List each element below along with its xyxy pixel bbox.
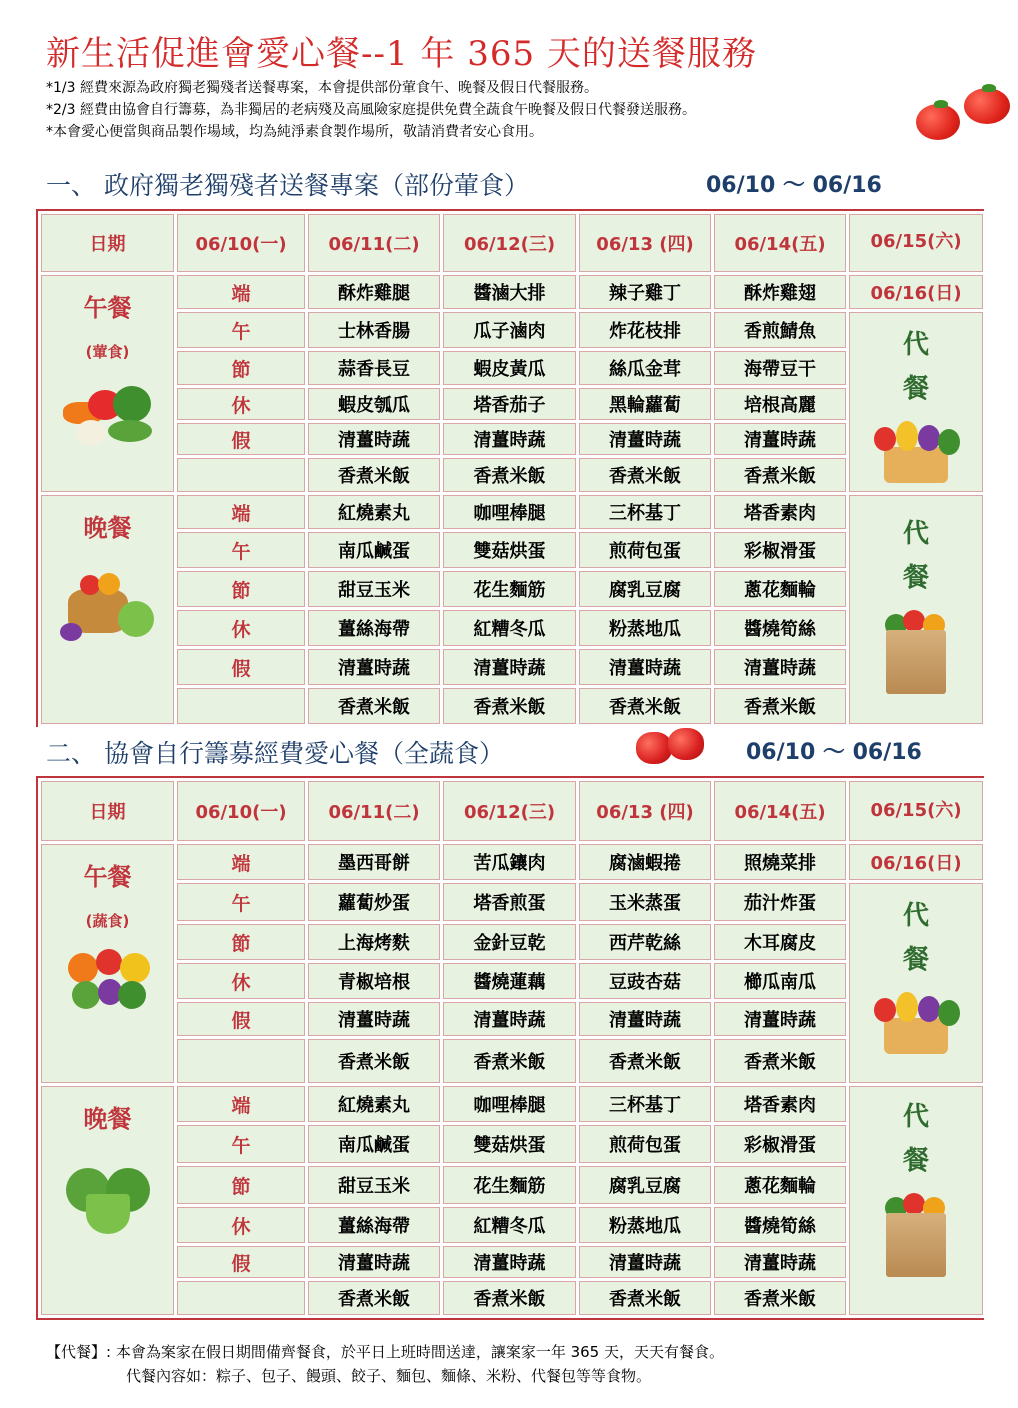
page-title: 新生活促進會愛心餐--1 年 365 天的送餐服務 — [46, 34, 757, 74]
menu-cell: 香煮米飯 — [714, 458, 846, 492]
menu-cell: 櫛瓜南瓜 — [714, 963, 846, 999]
tomato-icon — [964, 88, 1010, 124]
holiday-char — [177, 1039, 305, 1083]
menu-cell: 香煮米飯 — [714, 1281, 846, 1315]
menu-cell: 辣子雞丁 — [579, 275, 711, 309]
holiday-char: 端 — [177, 495, 305, 529]
menu-cell: 香煮米飯 — [579, 688, 711, 724]
holiday-char — [177, 1281, 305, 1315]
menu-cell: 酥炸雞腿 — [308, 275, 440, 309]
menu-cell: 金針豆乾 — [443, 924, 576, 960]
menu-cell: 煎荷包蛋 — [579, 532, 711, 568]
section2-dates: 06/10 ～ 06/16 — [746, 740, 922, 765]
header-saturday: 06/15(六) — [849, 214, 983, 272]
menu-cell: 醬滷大排 — [443, 275, 576, 309]
menu-cell: 彩椒滑蛋 — [714, 532, 846, 568]
holiday-char: 端 — [177, 1086, 305, 1122]
menu-cell: 腐滷蝦捲 — [579, 844, 711, 880]
menu-cell: 海帶豆干 — [714, 351, 846, 385]
menu-cell: 塔香茄子 — [443, 388, 576, 420]
holiday-char: 休 — [177, 610, 305, 646]
holiday-char: 休 — [177, 1207, 305, 1243]
lunch-sub: (蔬食) — [85, 912, 130, 930]
menu-cell: 三杯基丁 — [579, 1086, 711, 1122]
menu-cell: 甜豆玉米 — [308, 571, 440, 607]
header-col: 06/14(五) — [714, 781, 846, 841]
menu-cell: 彩椒滑蛋 — [714, 1125, 846, 1163]
footer-line-1: 【代餐】: 本會為案家在假日期間備齊餐食，於平日上班時間送達，讓案家一年 365 天，天天有餐食。 — [46, 1343, 724, 1361]
footer-line-2: 代餐內容如：粽子、包子、饅頭、餃子、麵包、麵條、米粉、代餐包等等食物。 — [126, 1367, 652, 1385]
menu-cell: 香煮米飯 — [308, 688, 440, 724]
footer-note — [46, 1340, 724, 1388]
vegetable-basket-icon — [58, 567, 158, 647]
vegetables-icon — [58, 372, 158, 452]
daican-cell — [849, 312, 983, 492]
menu-cell: 清薑時蔬 — [714, 1246, 846, 1278]
menu-cell: 苦瓜鑲肉 — [443, 844, 576, 880]
menu-cell: 墨西哥餅 — [308, 844, 440, 880]
holiday-char: 假 — [177, 1002, 305, 1036]
daican-cell — [849, 495, 983, 724]
menu-cell: 腐乳豆腐 — [579, 1166, 711, 1204]
menu-cell: 木耳腐皮 — [714, 924, 846, 960]
daican-char: 餐 — [902, 563, 929, 593]
holiday-char: 午 — [177, 883, 305, 921]
header-date: 日期 — [41, 781, 174, 841]
header-col: 06/11(二) — [308, 781, 440, 841]
section2-table — [36, 776, 984, 1320]
daican-char: 餐 — [902, 374, 929, 404]
menu-cell: 清薑時蔬 — [308, 1002, 440, 1036]
menu-cell: 雙菇烘蛋 — [443, 1125, 576, 1163]
menu-cell: 培根高麗 — [714, 388, 846, 420]
menu-cell: 雙菇烘蛋 — [443, 532, 576, 568]
menu-cell: 清薑時蔬 — [714, 423, 846, 455]
menu-cell: 南瓜鹹蛋 — [308, 532, 440, 568]
menu-cell: 蒜香長豆 — [308, 351, 440, 385]
holiday-char: 假 — [177, 1246, 305, 1278]
lunch-sub: (葷食) — [85, 343, 130, 361]
menu-cell: 紅燒素丸 — [308, 495, 440, 529]
menu-cell: 上海烤麩 — [308, 924, 440, 960]
holiday-char: 端 — [177, 275, 305, 309]
menu-cell: 士林香腸 — [308, 312, 440, 348]
dinner-label: 晚餐 — [83, 514, 132, 542]
dinner-label-cell — [41, 495, 174, 724]
menu-cell: 塔香素肉 — [714, 1086, 846, 1122]
menu-cell: 咖哩棒腿 — [443, 495, 576, 529]
menu-cell: 香煮米飯 — [308, 1039, 440, 1083]
menu-cell: 清薑時蔬 — [443, 649, 576, 685]
menu-cell: 香煮米飯 — [443, 688, 576, 724]
menu-cell: 粉蒸地瓜 — [579, 610, 711, 646]
menu-cell: 茄汁炸蛋 — [714, 883, 846, 921]
menu-cell: 西芹乾絲 — [579, 924, 711, 960]
menu-cell: 蝦皮瓠瓜 — [308, 388, 440, 420]
section2-title: 二、 協會自行籌募經費愛心餐（全蔬食） — [46, 739, 504, 768]
holiday-char: 休 — [177, 388, 305, 420]
menu-cell: 香煮米飯 — [714, 688, 846, 724]
menu-cell: 紅糟冬瓜 — [443, 1207, 576, 1243]
menu-cell: 青椒培根 — [308, 963, 440, 999]
menu-cell: 香煮米飯 — [308, 458, 440, 492]
holiday-char: 節 — [177, 1166, 305, 1204]
menu-cell: 蔥花麵輪 — [714, 571, 846, 607]
menu-cell: 清薑時蔬 — [308, 423, 440, 455]
holiday-char: 假 — [177, 649, 305, 685]
menu-cell: 豆豉杏菇 — [579, 963, 711, 999]
dinner-label: 晚餐 — [83, 1105, 132, 1133]
menu-cell: 瓜子滷肉 — [443, 312, 576, 348]
menu-cell: 清薑時蔬 — [443, 1002, 576, 1036]
holiday-char — [177, 458, 305, 492]
menu-cell: 醬燒筍絲 — [714, 1207, 846, 1243]
menu-cell: 清薑時蔬 — [308, 649, 440, 685]
section1-title: 一、 政府獨老獨殘者送餐專案（部份葷食） — [46, 171, 529, 200]
holiday-char: 端 — [177, 844, 305, 880]
note-2: *2/3 經費由協會自行籌募，為非獨居的老病殘及高風險家庭提供免費全蔬食午晚餐及假日代餐發送服務。 — [46, 102, 696, 118]
dinner-label-cell — [41, 1086, 174, 1315]
menu-cell: 蘿蔔炒蛋 — [308, 883, 440, 921]
header-date: 日期 — [41, 214, 174, 272]
notes — [46, 77, 696, 143]
menu-cell: 照燒菜排 — [714, 844, 846, 880]
header-col: 06/13 (四) — [579, 214, 711, 272]
menu-cell: 清薑時蔬 — [579, 1002, 711, 1036]
menu-cell: 清薑時蔬 — [308, 1246, 440, 1278]
header-saturday: 06/15(六) — [849, 781, 983, 841]
lunch-label-cell — [41, 275, 174, 492]
vegetable-heart-icon — [58, 945, 158, 1025]
holiday-char: 午 — [177, 1125, 305, 1163]
menu-cell: 香煮米飯 — [579, 1039, 711, 1083]
menu-cell: 絲瓜金茸 — [579, 351, 711, 385]
menu-cell: 蝦皮黃瓜 — [443, 351, 576, 385]
menu-cell: 清薑時蔬 — [443, 1246, 576, 1278]
header-sunday: 06/16(日) — [849, 844, 983, 880]
holiday-char — [177, 688, 305, 724]
holiday-char: 假 — [177, 423, 305, 455]
note-3: *本會愛心便當與商品製作場域，均為純淨素食製作場所，敬請消費者安心食用。 — [46, 124, 543, 140]
note-1: *1/3 經費來源為政府獨老獨殘者送餐專案，本會提供部份葷食午、晚餐及假日代餐服務。 — [46, 80, 598, 96]
menu-cell: 香煮米飯 — [443, 1039, 576, 1083]
menu-cell: 薑絲海帶 — [308, 1207, 440, 1243]
menu-cell: 香煮米飯 — [714, 1039, 846, 1083]
menu-cell: 腐乳豆腐 — [579, 571, 711, 607]
menu-cell: 香煮米飯 — [579, 458, 711, 492]
header-sunday: 06/16(日) — [849, 275, 983, 309]
grocery-bag-icon — [881, 1193, 951, 1277]
menu-cell: 炸花枝排 — [579, 312, 711, 348]
menu-cell: 煎荷包蛋 — [579, 1125, 711, 1163]
header-col: 06/12(三) — [443, 214, 576, 272]
menu-cell: 花生麵筋 — [443, 1166, 576, 1204]
menu-cell: 清薑時蔬 — [579, 423, 711, 455]
lunch-label: 午餐 — [83, 863, 132, 891]
daican-cell — [849, 1086, 983, 1315]
grocery-bag-icon — [881, 610, 951, 694]
menu-cell: 酥炸雞翅 — [714, 275, 846, 309]
menu-cell: 粉蒸地瓜 — [579, 1207, 711, 1243]
vegetable-heart-icon — [58, 1160, 158, 1240]
menu-cell: 清薑時蔬 — [579, 649, 711, 685]
header-col: 06/11(二) — [308, 214, 440, 272]
menu-cell: 香煮米飯 — [579, 1281, 711, 1315]
menu-cell: 三杯基丁 — [579, 495, 711, 529]
menu-cell: 黑輪蘿蔔 — [579, 388, 711, 420]
tomato-icon — [916, 104, 960, 140]
lunch-label-cell — [41, 844, 174, 1083]
holiday-char: 節 — [177, 351, 305, 385]
menu-cell: 南瓜鹹蛋 — [308, 1125, 440, 1163]
menu-cell: 薑絲海帶 — [308, 610, 440, 646]
menu-cell: 蔥花麵輪 — [714, 1166, 846, 1204]
header-col: 06/12(三) — [443, 781, 576, 841]
menu-cell: 香煮米飯 — [443, 1281, 576, 1315]
header-col: 06/14(五) — [714, 214, 846, 272]
menu-cell: 玉米蒸蛋 — [579, 883, 711, 921]
daican-char: 代 — [902, 901, 929, 931]
holiday-char: 午 — [177, 532, 305, 568]
section1-table — [36, 209, 984, 727]
section1-dates: 06/10 ～ 06/16 — [706, 173, 882, 198]
holiday-char: 節 — [177, 924, 305, 960]
menu-cell: 清薑時蔬 — [443, 423, 576, 455]
daican-cell — [849, 883, 983, 1083]
holiday-char: 午 — [177, 312, 305, 348]
daican-char: 代 — [902, 330, 929, 360]
daican-char: 餐 — [902, 945, 929, 975]
menu-cell: 香煮米飯 — [443, 458, 576, 492]
holiday-char: 節 — [177, 571, 305, 607]
menu-cell: 花生麵筋 — [443, 571, 576, 607]
menu-cell: 甜豆玉米 — [308, 1166, 440, 1204]
menu-cell: 香煮米飯 — [308, 1281, 440, 1315]
menu-cell: 清薑時蔬 — [579, 1246, 711, 1278]
apple-icon — [636, 732, 672, 764]
menu-cell: 醬燒筍絲 — [714, 610, 846, 646]
menu-cell: 清薑時蔬 — [714, 649, 846, 685]
menu-cell: 紅糟冬瓜 — [443, 610, 576, 646]
fruit-basket-icon — [866, 988, 966, 1058]
lunch-label: 午餐 — [83, 294, 132, 322]
holiday-char: 休 — [177, 963, 305, 999]
menu-cell: 醬燒蓮藕 — [443, 963, 576, 999]
apple-icon — [668, 728, 704, 760]
menu-cell: 香煎鯖魚 — [714, 312, 846, 348]
header-col: 06/13 (四) — [579, 781, 711, 841]
menu-cell: 塔香素肉 — [714, 495, 846, 529]
menu-cell: 清薑時蔬 — [714, 1002, 846, 1036]
daican-char: 代 — [902, 519, 929, 549]
menu-cell: 紅燒素丸 — [308, 1086, 440, 1122]
daican-char: 代 — [902, 1102, 929, 1132]
header-col: 06/10(一) — [177, 214, 305, 272]
header-col: 06/10(一) — [177, 781, 305, 841]
daican-char: 餐 — [902, 1146, 929, 1176]
menu-cell: 塔香煎蛋 — [443, 883, 576, 921]
menu-cell: 咖哩棒腿 — [443, 1086, 576, 1122]
fruit-basket-icon — [866, 417, 966, 487]
